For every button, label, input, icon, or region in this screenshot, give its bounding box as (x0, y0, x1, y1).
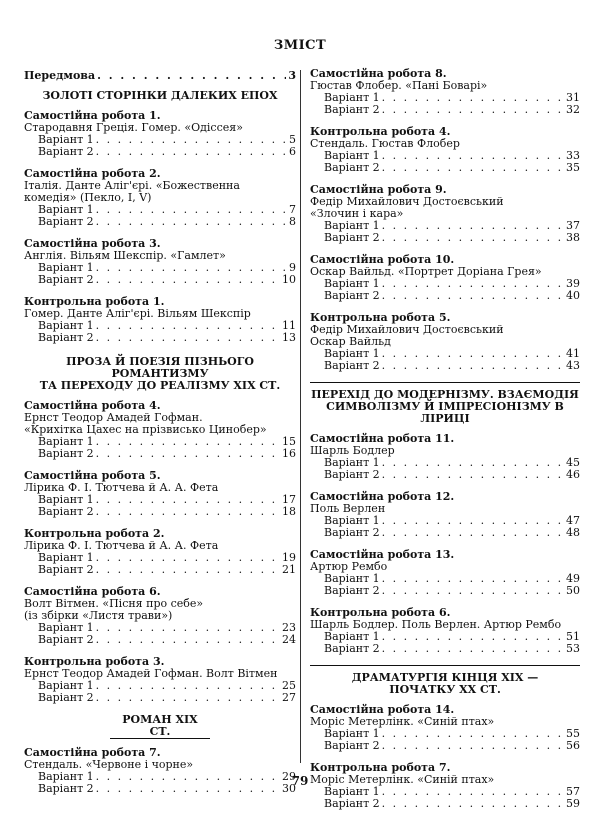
toc-section (310, 184, 580, 244)
part-title (24, 356, 296, 392)
page-ref: 41 (566, 347, 580, 360)
work-title: «Злочин і кара» (310, 207, 404, 220)
work-title: Лірика Ф. І. Тютчева й А. А. Фета (24, 481, 219, 494)
toc-entry-variant[interactable] (310, 104, 580, 116)
variant-label: Варіант 1 (324, 456, 380, 469)
toc-entry-variant[interactable] (310, 162, 580, 174)
page-ref: 31 (566, 91, 580, 104)
work-title: Поль Верлен (310, 502, 386, 515)
leader-dots (96, 262, 287, 274)
toc-entry-variant[interactable] (310, 469, 580, 481)
toc-section (24, 528, 296, 576)
page-ref: 19 (282, 551, 296, 564)
variant-label: Варіант 2 (38, 447, 94, 460)
toc-section (310, 607, 580, 655)
variant-label: Варіант 1 (324, 219, 380, 232)
variant-label: Варіант 1 (38, 203, 94, 216)
variant-label: Варіант 1 (38, 435, 94, 448)
page-ref: 15 (282, 435, 296, 448)
toc-entry-variant[interactable] (24, 332, 296, 344)
page-ref: 37 (566, 219, 580, 232)
part-section-list (24, 110, 296, 344)
leader-dots (96, 320, 280, 332)
work-title: Італія. Данте Аліг'єрі. «Божественна (24, 179, 240, 192)
toc-entry-variant[interactable] (24, 274, 296, 286)
leader-dots (382, 573, 564, 585)
leader-dots (96, 274, 280, 286)
leader-dots (382, 104, 564, 116)
section-heading: Контрольна робота 3. (24, 655, 165, 668)
work-title: Артюр Рембо (310, 560, 388, 573)
page-ref: 56 (566, 739, 580, 752)
entry-label: Передмова (24, 69, 96, 82)
variant-label: Варіант 1 (324, 347, 380, 360)
section-heading: Контрольна робота 7. (310, 761, 451, 774)
part-section-list (310, 704, 580, 810)
page-ref: 10 (282, 273, 296, 286)
leader-dots (382, 515, 564, 527)
toc-section (24, 586, 296, 646)
leader-dots (382, 150, 564, 162)
variant-label: Варіант 1 (324, 277, 380, 290)
work-title: Лірика Ф. І. Тютчева й А. А. Фета (24, 539, 219, 552)
page-ref: 53 (566, 642, 580, 655)
section-heading: Самостійна робота 5. (24, 469, 161, 482)
variant-label: Варіант 1 (324, 572, 380, 585)
toc-section (310, 491, 580, 539)
variant-label: Варіант 1 (38, 679, 94, 692)
leader-dots (382, 220, 564, 232)
leader-dots (96, 622, 280, 634)
leader-dots (96, 692, 280, 704)
page-ref: 49 (566, 572, 580, 585)
toc-section (24, 656, 296, 704)
page-ref: 57 (566, 785, 580, 798)
variant-label: Варіант 1 (38, 133, 94, 146)
page-ref: 38 (566, 231, 580, 244)
leader-dots (382, 631, 564, 643)
toc-entry-variant[interactable] (310, 740, 580, 752)
part-title (310, 665, 580, 696)
page-ref: 50 (566, 584, 580, 597)
work-title: Гюстав Флобер. «Пані Боварі» (310, 79, 488, 92)
variant-label: Варіант 2 (324, 359, 380, 372)
toc-section (24, 110, 296, 158)
variant-label: Варіант 1 (324, 514, 380, 527)
variant-label: Варіант 2 (324, 584, 380, 597)
work-title: Шарль Бодлер. Поль Верлен. Артюр Рембо (310, 618, 562, 631)
section-heading: Самостійна робота 7. (24, 746, 161, 759)
section-heading: Самостійна робота 1. (24, 109, 161, 122)
part-title-line: ПРОЗА Й ПОЕЗІЯ ПІЗНЬОГО РОМАНТИЗМУ (66, 355, 254, 380)
leader-dots (96, 332, 280, 344)
leader-dots (382, 728, 564, 740)
work-title: Стародавня Греція. Гомер. «Одіссея» (24, 121, 243, 134)
work-title: Гомер. Данте Аліг'єрі. Вільям Шекспір (24, 307, 251, 320)
toc-section (310, 68, 580, 116)
page-ref: 8 (289, 215, 296, 228)
page-ref: 35 (566, 161, 580, 174)
toc-entry-variant[interactable] (310, 290, 580, 302)
section-heading: Самостійна робота 4. (24, 399, 161, 412)
page-ref: 32 (566, 103, 580, 116)
work-title: Стендаль. Гюстав Флобер (310, 137, 460, 150)
page-ref: 51 (566, 630, 580, 643)
toc-entry-variant[interactable] (24, 634, 296, 646)
toc-entry-variant[interactable] (310, 232, 580, 244)
page-ref: 23 (282, 621, 296, 634)
page-ref: 30 (282, 782, 296, 795)
page-ref: 45 (566, 456, 580, 469)
variant-label: Варіант 2 (324, 526, 380, 539)
page-ref: 16 (282, 447, 296, 460)
leader-dots (382, 469, 564, 481)
variant-label: Варіант 2 (324, 797, 380, 810)
leader-dots (96, 634, 280, 646)
leader-dots (96, 134, 287, 146)
variant-label: Варіант 1 (324, 785, 380, 798)
variant-label: Варіант 2 (38, 691, 94, 704)
leader-dots (96, 552, 280, 564)
leader-dots (96, 506, 280, 518)
variant-label: Варіант 2 (38, 505, 94, 518)
page-ref: 7 (289, 203, 296, 216)
variant-label: Варіант 1 (38, 621, 94, 634)
variant-label: Варіант 1 (38, 319, 94, 332)
work-title: Ернст Теодор Амадей Гофман. Волт Вітмен (24, 667, 278, 680)
work-title: комедія» (Пекло, І, V) (24, 191, 152, 204)
toc-entry-variant[interactable] (310, 360, 580, 372)
leader-dots (382, 92, 564, 104)
toc-entry-foreword[interactable] (24, 70, 296, 82)
section-heading: Контрольна робота 6. (310, 606, 451, 619)
section-heading: Самостійна робота 9. (310, 183, 447, 196)
page-ref: 47 (566, 514, 580, 527)
section-heading: Самостійна робота 3. (24, 237, 161, 250)
leader-dots (96, 216, 287, 228)
variant-label: Варіант 1 (38, 493, 94, 506)
page-ref: 27 (282, 691, 296, 704)
page-ref: 18 (282, 505, 296, 518)
section-heading: Контрольна робота 5. (310, 311, 451, 324)
variant-label: Варіант 2 (38, 215, 94, 228)
part-title-line: ПЕРЕХІД ДО МОДЕРНІЗМУ. ВЗАЄМОДІЯ (311, 388, 579, 401)
work-title: Волт Вітмен. «Пісня про себе» (24, 597, 204, 610)
work-title: Шарль Бодлер (310, 444, 395, 457)
part-title-line: СИМВОЛІЗМУ Й ІМПРЕСІОНІЗМУ В ЛІРИЦІ (326, 400, 564, 425)
section-heading: Самостійна робота 11. (310, 432, 455, 445)
section-heading: Самостійна робота 13. (310, 548, 455, 561)
section-heading: Самостійна робота 2. (24, 167, 161, 180)
variant-label: Варіант 2 (324, 468, 380, 481)
page-ref: 39 (566, 277, 580, 290)
section-heading: Контрольна робота 4. (310, 125, 451, 138)
variant-label: Варіант 1 (38, 551, 94, 564)
part-title-line: ТА ПЕРЕХОДУ ДО РЕАЛІЗМУ XIX СТ. (39, 379, 281, 392)
variant-label: Варіант 1 (324, 630, 380, 643)
variant-label: Варіант 2 (324, 231, 380, 244)
part-title-line: ДРАМАТУРГІЯ КІНЦЯ XIX — (351, 671, 539, 684)
section-heading: Самостійна робота 6. (24, 585, 161, 598)
work-title: Федір Михайлович Достоєвський (310, 195, 504, 208)
leader-dots (382, 232, 564, 244)
toc-section (310, 254, 580, 302)
toc-entry-variant[interactable] (24, 506, 296, 518)
toc-entry-variant[interactable] (310, 585, 580, 597)
section-heading: Самостійна робота 10. (310, 253, 455, 266)
leader-dots (382, 360, 564, 372)
work-title: Оскар Вайльд (310, 335, 391, 348)
work-title: Моріс Метерлінк. «Синій птах» (310, 773, 495, 786)
page-ref: 21 (282, 563, 296, 576)
page-ref: 46 (566, 468, 580, 481)
variant-label: Варіант 2 (324, 642, 380, 655)
part-title: ЗОЛОТІ СТОРІНКИ ДАЛЕКИХ ЕПОХ (42, 89, 278, 102)
page-ref: 6 (289, 145, 296, 158)
part-title-line: ПОЧАТКУ XX СТ. (389, 683, 501, 696)
page-number: 79 (291, 774, 309, 788)
section-heading: Самостійна робота 14. (310, 703, 455, 716)
leader-dots (96, 564, 280, 576)
part-section-list (310, 68, 580, 372)
variant-label: Варіант 2 (38, 782, 94, 795)
variant-label: Варіант 2 (324, 739, 380, 752)
work-title: Англія. Вільям Шекспір. «Гамлет» (24, 249, 226, 262)
page-ref: 17 (282, 493, 296, 506)
leader-dots (382, 278, 564, 290)
toc-section (310, 312, 580, 372)
toc-section (24, 400, 296, 460)
toc-section (24, 296, 296, 344)
page-ref: 13 (282, 331, 296, 344)
toc-section (24, 470, 296, 518)
page-ref: 25 (282, 679, 296, 692)
toc-entry-variant[interactable] (24, 216, 296, 228)
page-ref: 24 (282, 633, 296, 646)
toc-section (310, 704, 580, 752)
toc-entry-variant[interactable] (24, 692, 296, 704)
toc-section (310, 549, 580, 597)
page-ref: 43 (566, 359, 580, 372)
leader-dots (382, 457, 564, 469)
leader-dots (96, 436, 280, 448)
leader-dots (382, 348, 564, 360)
leader-dots (382, 162, 564, 174)
toc-section (24, 168, 296, 228)
leader-dots (382, 740, 564, 752)
leader-dots (382, 643, 564, 655)
leader-dots (382, 585, 564, 597)
leader-dots (96, 204, 287, 216)
page-ref: 3 (288, 69, 296, 82)
toc-section (310, 126, 580, 174)
variant-label: Варіант 2 (38, 145, 94, 158)
leader-dots (96, 448, 280, 460)
page-title: ЗМІСТ (273, 38, 327, 53)
variant-label: Варіант 2 (324, 103, 380, 116)
page-ref: 5 (289, 133, 296, 146)
toc-entry-variant[interactable] (24, 564, 296, 576)
page-ref: 11 (282, 319, 296, 332)
page-ref: 48 (566, 526, 580, 539)
variant-label: Варіант 2 (38, 563, 94, 576)
toc-entry-variant[interactable] (310, 643, 580, 655)
work-title: (із збірки «Листя трави») (24, 609, 173, 622)
part-title (310, 382, 580, 425)
leader-dots (96, 494, 280, 506)
variant-label: Варіант 1 (324, 727, 380, 740)
toc-section (24, 238, 296, 286)
leader-dots (96, 146, 287, 158)
section-heading: Контрольна робота 2. (24, 527, 165, 540)
page-ref: 33 (566, 149, 580, 162)
toc-entry-variant[interactable] (310, 798, 580, 810)
page-ref: 40 (566, 289, 580, 302)
work-title: «Крихітка Цахес на прізвисько Цинобер» (24, 423, 267, 436)
page-ref: 9 (289, 261, 296, 274)
variant-label: Варіант 1 (38, 770, 94, 783)
work-title: Моріс Метерлінк. «Синій птах» (310, 715, 495, 728)
column-divider (300, 70, 301, 763)
leader-dots (96, 680, 280, 692)
work-title: Стендаль. «Червоне і чорне» (24, 758, 194, 771)
variant-label: Варіант 2 (324, 289, 380, 302)
toc-section (310, 433, 580, 481)
work-title: Оскар Вайльд. «Портрет Доріана Грея» (310, 265, 542, 278)
left-column (24, 68, 296, 805)
page-ref: 59 (566, 797, 580, 810)
toc-entry-variant[interactable] (24, 146, 296, 158)
variant-label: Варіант 2 (324, 161, 380, 174)
variant-label: Варіант 2 (38, 331, 94, 344)
section-heading: Самостійна робота 12. (310, 490, 455, 503)
variant-label: Варіант 2 (38, 273, 94, 286)
leader-dots (382, 798, 564, 810)
section-heading: Контрольна робота 1. (24, 295, 165, 308)
part-section-list (24, 400, 296, 704)
section-heading: Самостійна робота 8. (310, 67, 447, 80)
variant-label: Варіант 1 (38, 261, 94, 274)
toc-entry-variant[interactable] (310, 527, 580, 539)
variant-label: Варіант 1 (324, 91, 380, 104)
work-title: Федір Михайлович Достоєвський (310, 323, 504, 336)
variant-label: Варіант 2 (38, 633, 94, 646)
part-title: РОМАН XIX СТ. (110, 714, 210, 739)
part-section-list (310, 433, 580, 655)
leader-dots (97, 70, 286, 82)
leader-dots (382, 290, 564, 302)
variant-label: Варіант 1 (324, 149, 380, 162)
right-column (310, 68, 580, 820)
work-title: Ернст Теодор Амадей Гофман. (24, 411, 203, 424)
page-ref: 29 (282, 770, 296, 783)
page-ref: 55 (566, 727, 580, 740)
toc-entry-variant[interactable] (24, 448, 296, 460)
leader-dots (382, 527, 564, 539)
